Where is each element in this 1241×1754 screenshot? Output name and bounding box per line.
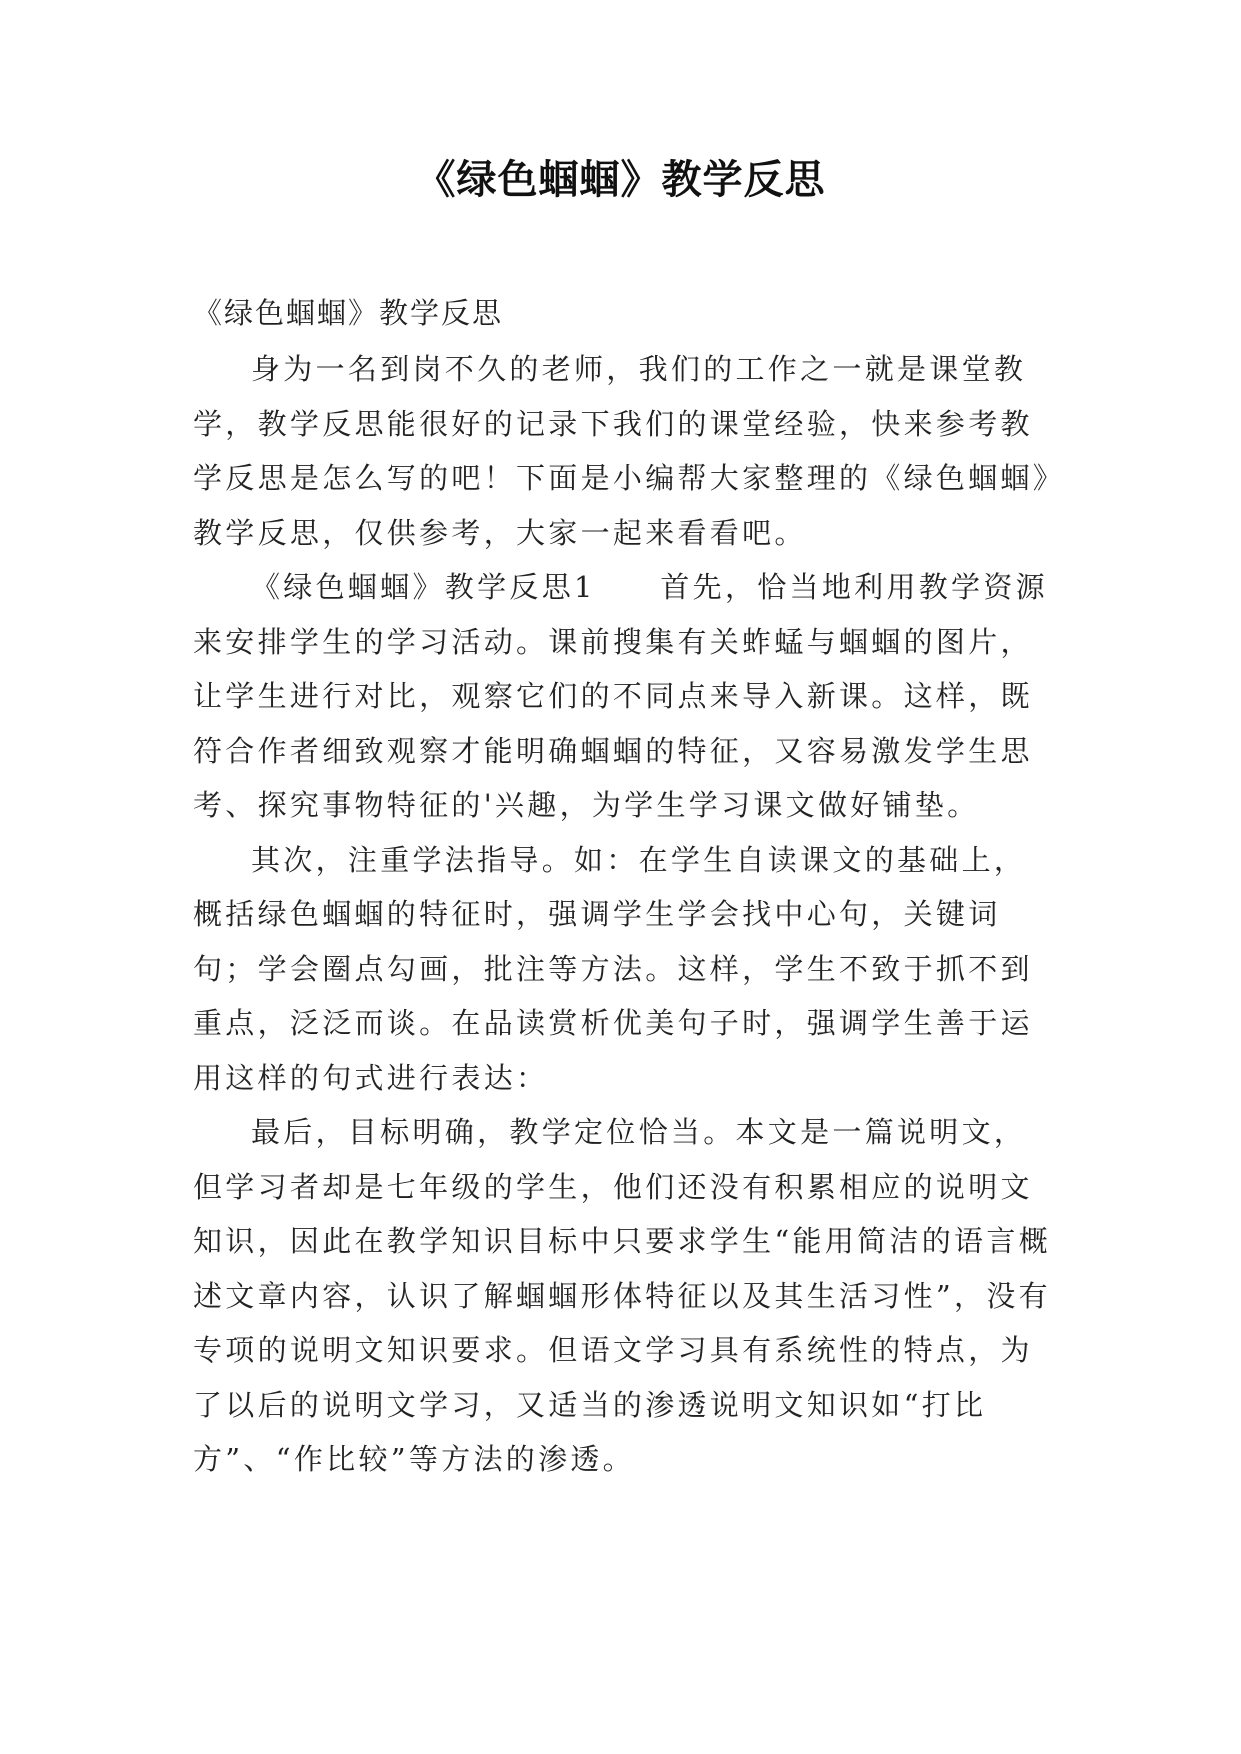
- paragraph-intro: 身为一名到岗不久的老师，我们的工作之一就是课堂教学，教学反思能很好的记录下我们的课堂经验，快来参考教学反思是怎么写的吧！下面是小编帮大家整理的《绿色蝈蝈》教学反思，仅供参考，大家一起来看看吧。: [193, 352, 1051, 550]
- paragraph-guidance: 其次，注重学法指导。如：在学生自读课文的基础上，概括绿色蝈蝈的特征时，强调学生学会找中心句，关键词句；学会圈点勾画，批注等方法。这样，学生不致于抓不到重点，泛泛而谈。在品读赏析优美句子时，强调学生善于运用这样的句式进行表达：: [193, 842, 1033, 1095]
- paragraph-section-1: 《绿色蝈蝈》教学反思1 首先，恰当地利用教学资源来安排学生的学习活动。课前搜集有关蚱蜢与蝈蝈的图片，让学生进行对比，观察它们的不同点来导入新课。这样，既符合作者细致观察才能明确蝈蝈的特征，又容易激发学生思考、探究事物特征的'兴趣，为学生学习课文做好铺垫。: [193, 570, 1048, 822]
- document-subtitle: 《绿色蝈蝈》教学反思: [193, 296, 504, 330]
- document-body: [193, 342, 1053, 1487]
- document-title: 《绿色蝈蝈》教学反思: [415, 157, 826, 203]
- paragraph-goals: 最后，目标明确，教学定位恰当。本文是一篇说明文，但学习者却是七年级的学生，他们还没有积累相应的说明文知识，因此在教学知识目标中只要求学生“能用简洁的语言概述文章内容，认识了解蝈蝈形体特征以及其生活习性”，没有专项的说明文知识要求。但语文学习具有系统性的特点，为了以后的说明文学习，又适当的渗透说明文知识如“打比方”、“作比较”等方法的渗透。: [193, 1115, 1051, 1476]
